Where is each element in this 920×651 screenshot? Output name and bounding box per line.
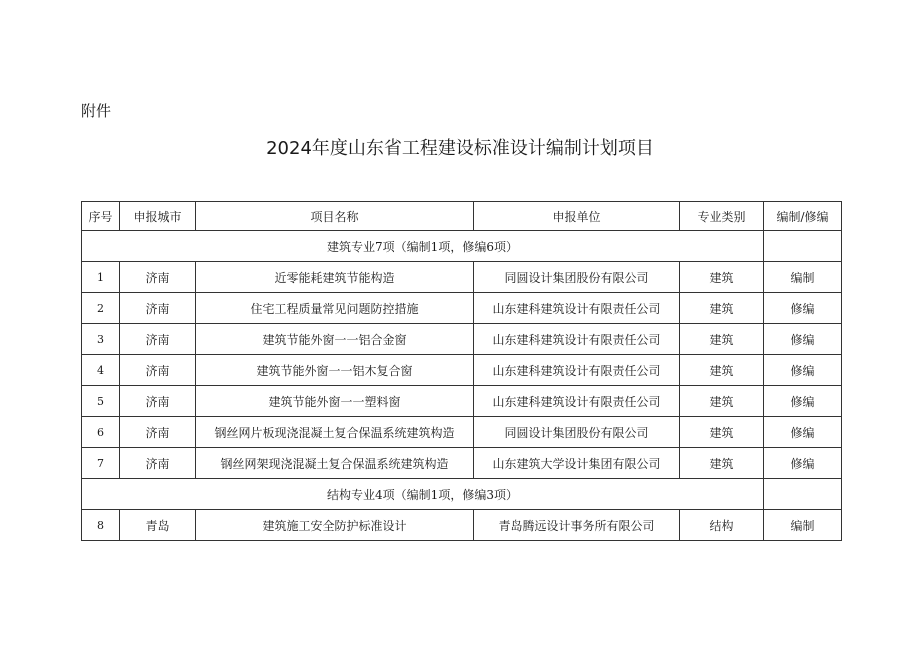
cell-unit: 同圆设计集团股份有限公司 — [474, 417, 680, 448]
cell-category: 建筑 — [680, 262, 764, 293]
header-mode: 编制/修编 — [764, 202, 842, 231]
cell-project-name: 近零能耗建筑节能构造 — [196, 262, 474, 293]
cell-category: 建筑 — [680, 324, 764, 355]
cell-unit: 山东建科建筑设计有限责任公司 — [474, 386, 680, 417]
cell-project-name: 钢丝网片板现浇混凝土复合保温系统建筑构造 — [196, 417, 474, 448]
cell-project-name: 建筑节能外窗一一塑料窗 — [196, 386, 474, 417]
cell-mode: 修编 — [764, 448, 842, 479]
cell-seq: 8 — [82, 510, 120, 541]
header-category: 专业类别 — [680, 202, 764, 231]
header-seq: 序号 — [82, 202, 120, 231]
cell-unit: 同圆设计集团股份有限公司 — [474, 262, 680, 293]
cell-mode: 修编 — [764, 386, 842, 417]
cell-seq: 7 — [82, 448, 120, 479]
group-label: 建筑专业7项（编制1项，修编6项） — [82, 231, 764, 262]
header-city: 申报城市 — [120, 202, 196, 231]
cell-project-name: 建筑节能外窗一一铝木复合窗 — [196, 355, 474, 386]
cell-unit: 山东建科建筑设计有限责任公司 — [474, 324, 680, 355]
cell-unit: 山东建科建筑设计有限责任公司 — [474, 293, 680, 324]
document-title: 2024年度山东省工程建设标准设计编制计划项目 — [266, 138, 654, 159]
cell-city: 济南 — [120, 293, 196, 324]
table-body — [82, 202, 842, 541]
cell-unit: 青岛腾远设计事务所有限公司 — [474, 510, 680, 541]
cell-seq: 5 — [82, 386, 120, 417]
cell-mode: 编制 — [764, 262, 842, 293]
header-unit: 申报单位 — [474, 202, 680, 231]
table-row — [82, 324, 842, 355]
table-row — [82, 448, 842, 479]
header-project-name: 项目名称 — [196, 202, 474, 231]
cell-city: 济南 — [120, 262, 196, 293]
cell-seq: 4 — [82, 355, 120, 386]
cell-category: 建筑 — [680, 417, 764, 448]
cell-project-name: 钢丝网架现浇混凝土复合保温系统建筑构造 — [196, 448, 474, 479]
cell-project-name: 建筑施工安全防护标准设计 — [196, 510, 474, 541]
table-row — [82, 386, 842, 417]
cell-category: 建筑 — [680, 293, 764, 324]
cell-mode: 修编 — [764, 417, 842, 448]
table-group-row — [82, 479, 842, 510]
cell-unit: 山东建筑大学设计集团有限公司 — [474, 448, 680, 479]
cell-city: 济南 — [120, 448, 196, 479]
cell-city: 青岛 — [120, 510, 196, 541]
cell-seq: 6 — [82, 417, 120, 448]
cell-mode: 修编 — [764, 293, 842, 324]
cell-city: 济南 — [120, 417, 196, 448]
project-plan-table — [81, 201, 842, 541]
group-empty-cell — [764, 479, 842, 510]
table-header-row — [82, 202, 842, 231]
cell-category: 建筑 — [680, 448, 764, 479]
cell-mode: 修编 — [764, 324, 842, 355]
group-label: 结构专业4项（编制1项，修编3项） — [82, 479, 764, 510]
table-row — [82, 262, 842, 293]
cell-city: 济南 — [120, 386, 196, 417]
cell-city: 济南 — [120, 355, 196, 386]
cell-seq: 1 — [82, 262, 120, 293]
cell-seq: 3 — [82, 324, 120, 355]
cell-project-name: 住宅工程质量常见问题防控措施 — [196, 293, 474, 324]
cell-project-name: 建筑节能外窗一一铝合金窗 — [196, 324, 474, 355]
group-empty-cell — [764, 231, 842, 262]
cell-unit: 山东建科建筑设计有限责任公司 — [474, 355, 680, 386]
cell-category: 建筑 — [680, 386, 764, 417]
cell-category: 建筑 — [680, 355, 764, 386]
cell-mode: 修编 — [764, 355, 842, 386]
cell-category: 结构 — [680, 510, 764, 541]
table-row — [82, 510, 842, 541]
cell-city: 济南 — [120, 324, 196, 355]
table-row — [82, 355, 842, 386]
table-row — [82, 417, 842, 448]
table-row — [82, 293, 842, 324]
cell-mode: 编制 — [764, 510, 842, 541]
cell-seq: 2 — [82, 293, 120, 324]
attachment-label: 附件 — [81, 102, 112, 120]
table-group-row — [82, 231, 842, 262]
